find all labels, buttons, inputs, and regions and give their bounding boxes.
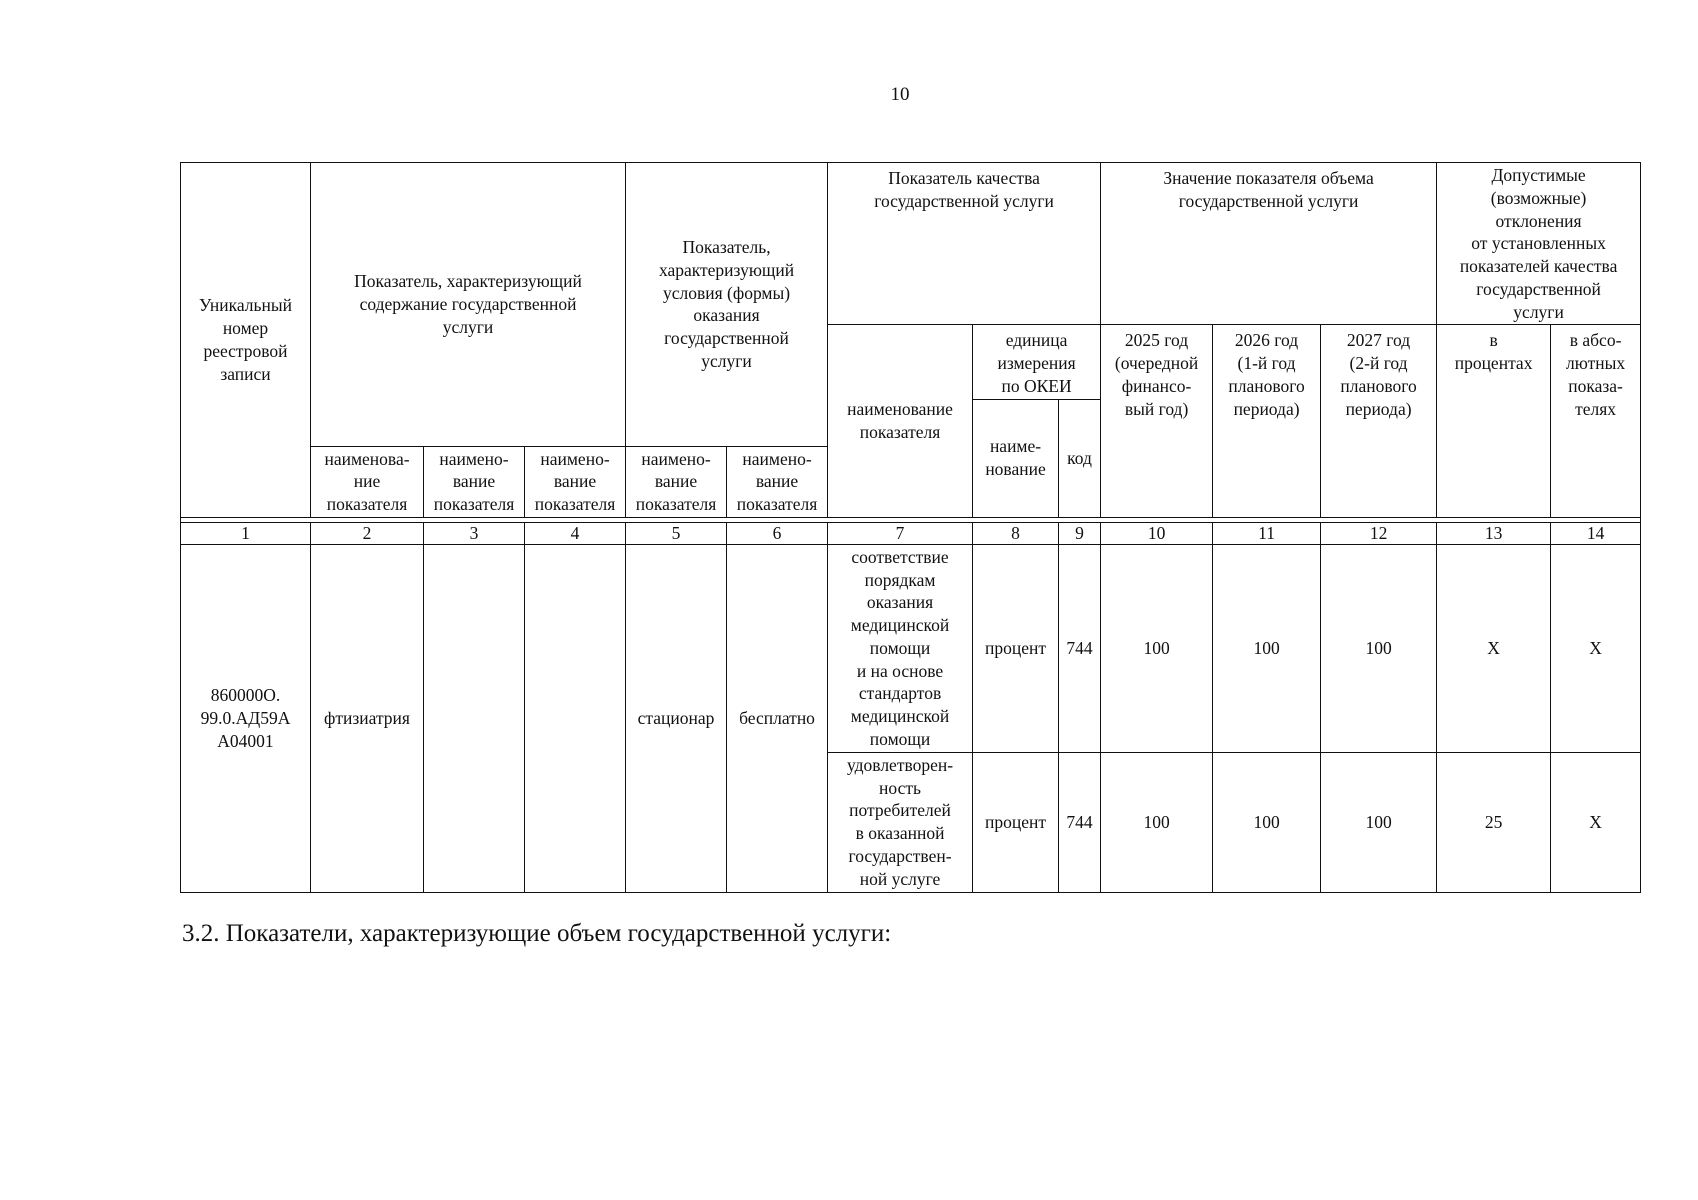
unit-name-cell: процент — [973, 544, 1059, 752]
header-registry-number: Уникальный номер реестровой записи — [181, 163, 311, 518]
header-deviations: Допустимые (возможные) отклонения от установленных показателей качества государственной услуги — [1437, 163, 1641, 325]
column-number-row — [181, 522, 1641, 544]
value-2025-cell: 100 — [1101, 752, 1213, 892]
header-year-2027: 2027 год (2-й год планового периода) — [1321, 325, 1437, 518]
column-number: 7 — [828, 522, 973, 544]
value-2027-cell: 100 — [1321, 752, 1437, 892]
header-okei-code: код — [1059, 399, 1101, 517]
column-number: 9 — [1059, 522, 1101, 544]
deviation-absolute-cell: Х — [1551, 544, 1641, 752]
unit-code-cell: 744 — [1059, 544, 1101, 752]
deviation-percent-cell: 25 — [1437, 752, 1551, 892]
unit-name-cell: процент — [973, 752, 1059, 892]
value-2026-cell: 100 — [1213, 752, 1321, 892]
deviation-absolute-cell: Х — [1551, 752, 1641, 892]
header-subname-6: наимено- вание показателя — [727, 446, 828, 517]
column-number: 5 — [626, 522, 727, 544]
column-number: 6 — [727, 522, 828, 544]
header-subname-4: наимено- вание показателя — [525, 446, 626, 517]
header-okei-name: наиме- нование — [973, 399, 1059, 517]
header-quality-indicator: Показатель качества государственной услуги — [828, 163, 1101, 325]
column-number: 14 — [1551, 522, 1641, 544]
value-2025-cell: 100 — [1101, 544, 1213, 752]
header-in-absolute: в абсо- лютных показа- телях — [1551, 325, 1641, 518]
indicator-name-cell: удовлетворен- ность потребителей в оказанной государствен- ной услуге — [828, 752, 973, 892]
unit-code-cell: 744 — [1059, 752, 1101, 892]
column-number: 13 — [1437, 522, 1551, 544]
column-number: 1 — [181, 522, 311, 544]
quality-indicators-table — [180, 162, 1641, 893]
header-subname-2: наименова- ние показателя — [311, 446, 424, 517]
header-volume-value: Значение показателя объема государственной услуги — [1101, 163, 1437, 325]
column-number: 10 — [1101, 522, 1213, 544]
content-value-3 — [525, 544, 626, 892]
header-in-percent: в процентах — [1437, 325, 1551, 518]
column-number: 4 — [525, 522, 626, 544]
column-number: 3 — [424, 522, 525, 544]
indicator-name-cell: соответствие порядкам оказания медицинской помощи и на основе стандартов медицинской помощи — [828, 544, 973, 752]
value-2027-cell: 100 — [1321, 544, 1437, 752]
condition-value-2: бесплатно — [727, 544, 828, 892]
header-okei-unit: единица измерения по ОКЕИ — [973, 325, 1101, 399]
deviation-percent-cell: Х — [1437, 544, 1551, 752]
column-number: 8 — [973, 522, 1059, 544]
header-indicator-name: наименование показателя — [828, 325, 973, 518]
value-2026-cell: 100 — [1213, 544, 1321, 752]
section-heading: 3.2. Показатели, характеризующие объем государственной услуги: — [182, 920, 892, 947]
header-content-indicator: Показатель, характеризующий содержание государственной услуги — [311, 163, 626, 447]
content-value-2 — [424, 544, 525, 892]
header-year-2025: 2025 год (очередной финансо- вый год) — [1101, 325, 1213, 518]
page-number: 10 — [890, 84, 910, 105]
content-value-1: фтизиатрия — [311, 544, 424, 892]
condition-value-1: стационар — [626, 544, 727, 892]
header-conditions-indicator: Показатель, характеризующий условия (формы) оказания государственной услуги — [626, 163, 828, 447]
column-number: 11 — [1213, 522, 1321, 544]
header-year-2026: 2026 год (1-й год планового периода) — [1213, 325, 1321, 518]
table-row — [181, 544, 1641, 752]
column-number: 2 — [311, 522, 424, 544]
header-subname-3: наимено- вание показателя — [424, 446, 525, 517]
registry-record-cell: 860000О. 99.0.АД59А А04001 — [181, 544, 311, 892]
column-number: 12 — [1321, 522, 1437, 544]
header-subname-5: наимено- вание показателя — [626, 446, 727, 517]
